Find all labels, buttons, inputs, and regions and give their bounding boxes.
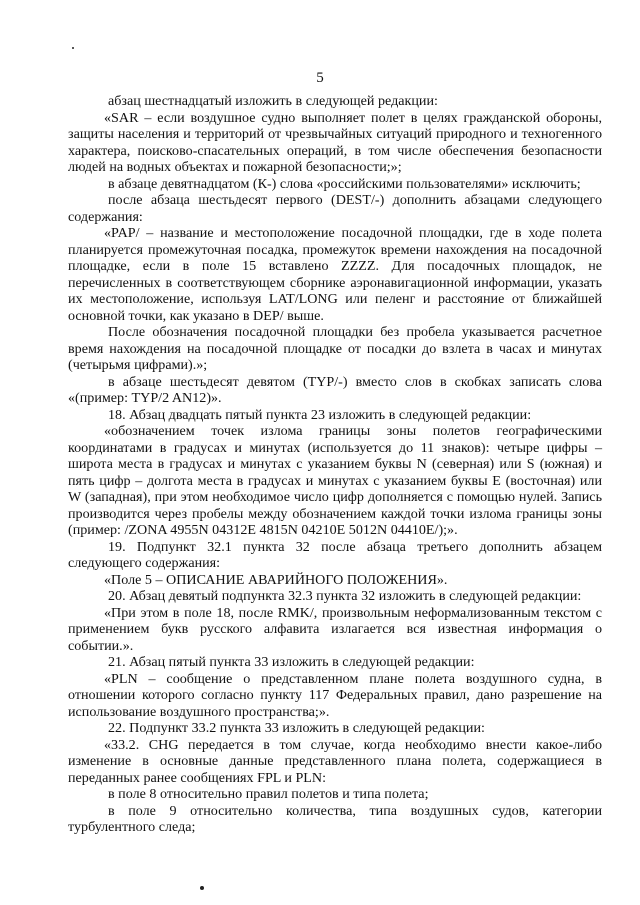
paragraph: после абзаца шестьдесят первого (DEST/-) дополнить абзацами следующего содержания:: [68, 192, 602, 225]
paragraph: 19. Подпункт 32.1 пункта 32 после абзаца третьего дополнить абзацем следующего содержания:: [68, 538, 602, 571]
paragraph: 21. Абзац пятый пункта 33 изложить в следующей редакции:: [108, 654, 475, 670]
paragraph: абзац шестнадцатый изложить в следующей редакции:: [108, 93, 438, 109]
paragraph: в абзаце девятнадцатом (К-) слова «российскими пользователями» исключить;: [108, 175, 581, 192]
paragraph: «SAR – если воздушное судно выполняет полет в целях гражданской обороны, защиты населения и территорий от чрезвычайных ситуаций природного и техногенного характера, поисково-спасательных операций, в том числе обеспечения безопасности людей на водных объектах и пожарной безопасности;»;: [68, 109, 602, 175]
paragraph: в поле 9 относительно количества, типа воздушных судов, категории турбулентного следа;: [68, 802, 602, 835]
paragraph: 20. Абзац девятый подпункта 32.3 пункта 32 изложить в следующей редакции:: [108, 588, 582, 604]
paragraph: «33.2. CHG передается в том случае, когда необходимо внести какое-либо изменение в основные данные представленного плана полета, содержащиеся в переданных ранее сообщениях FPL и PLN:: [68, 736, 602, 786]
paragraph: После обозначения посадочной площадки без пробела указывается расчетное время нахождения на посадочной площадке от посадки до взлета в часах и минутах (четырьмя цифрами).»;: [68, 324, 602, 373]
paragraph: «Поле 5 – ОПИСАНИЕ АВАРИЙНОГО ПОЛОЖЕНИЯ».: [104, 571, 448, 588]
page-number: 5: [316, 70, 324, 86]
paragraph: 22. Подпункт 33.2 пункта 33 изложить в следующей редакции:: [108, 720, 485, 736]
paragraph: 18. Абзац двадцать пятый пункта 23 изложить в следующей редакции:: [108, 406, 532, 423]
scan-speck: [200, 886, 204, 890]
paragraph: «обозначением точек излома границы зоны полетов географическими координатами в градусах и минутах (используется до 11 знаков): четыре цифры – широта места в градусах и минутах с указанием буквы N (северная) или S (южная) и пять цифр – долгота места в градусах и минутах с указанием буквы E (восточная) или W (западная), при этом необходимое число цифр дополняется с помощью нулей. Запись производится через пробелы между обозначением каждой точки излома границы зоны (пример: /ZONA 4955N 04312E 4815N 04210E 5012N 04410E/);».: [68, 423, 602, 538]
paragraph: в поле 8 относительно правил полетов и типа полета;: [108, 786, 429, 802]
paragraph: «PAP/ – название и местоположение посадочной площадки, где в ходе полета планируется промежуточная посадка, промежуток времени нахождения на посадочной площадке, если в поле 15 вставлено ZZZZ. Для посадочных площадок, не перечисленных в соответствующем сборнике аэронавигационной информации, указать их местоположение, используя LAT/LONG или пеленг и расстояние от ближайшей основной точки, как указано в DEP/ выше.: [68, 225, 602, 324]
paragraph: «При этом в поле 18, после RMK/, произвольным неформализованным текстом с применением букв русского алфавита излагается вся известная информация о событии.».: [68, 604, 602, 654]
document-body: [68, 93, 602, 836]
paragraph: в абзаце шестьдесят девятом (TYP/-) вместо слов в скобках записать слова «(пример: TYP/2 AN12)».: [68, 373, 602, 406]
scan-speck: [72, 47, 74, 49]
paragraph: «PLN – сообщение о представленном плане полета воздушного судна, в отношении которого согласно пункту 117 Федеральных правил, дано разрешение на использование воздушного пространства;».: [68, 670, 602, 720]
